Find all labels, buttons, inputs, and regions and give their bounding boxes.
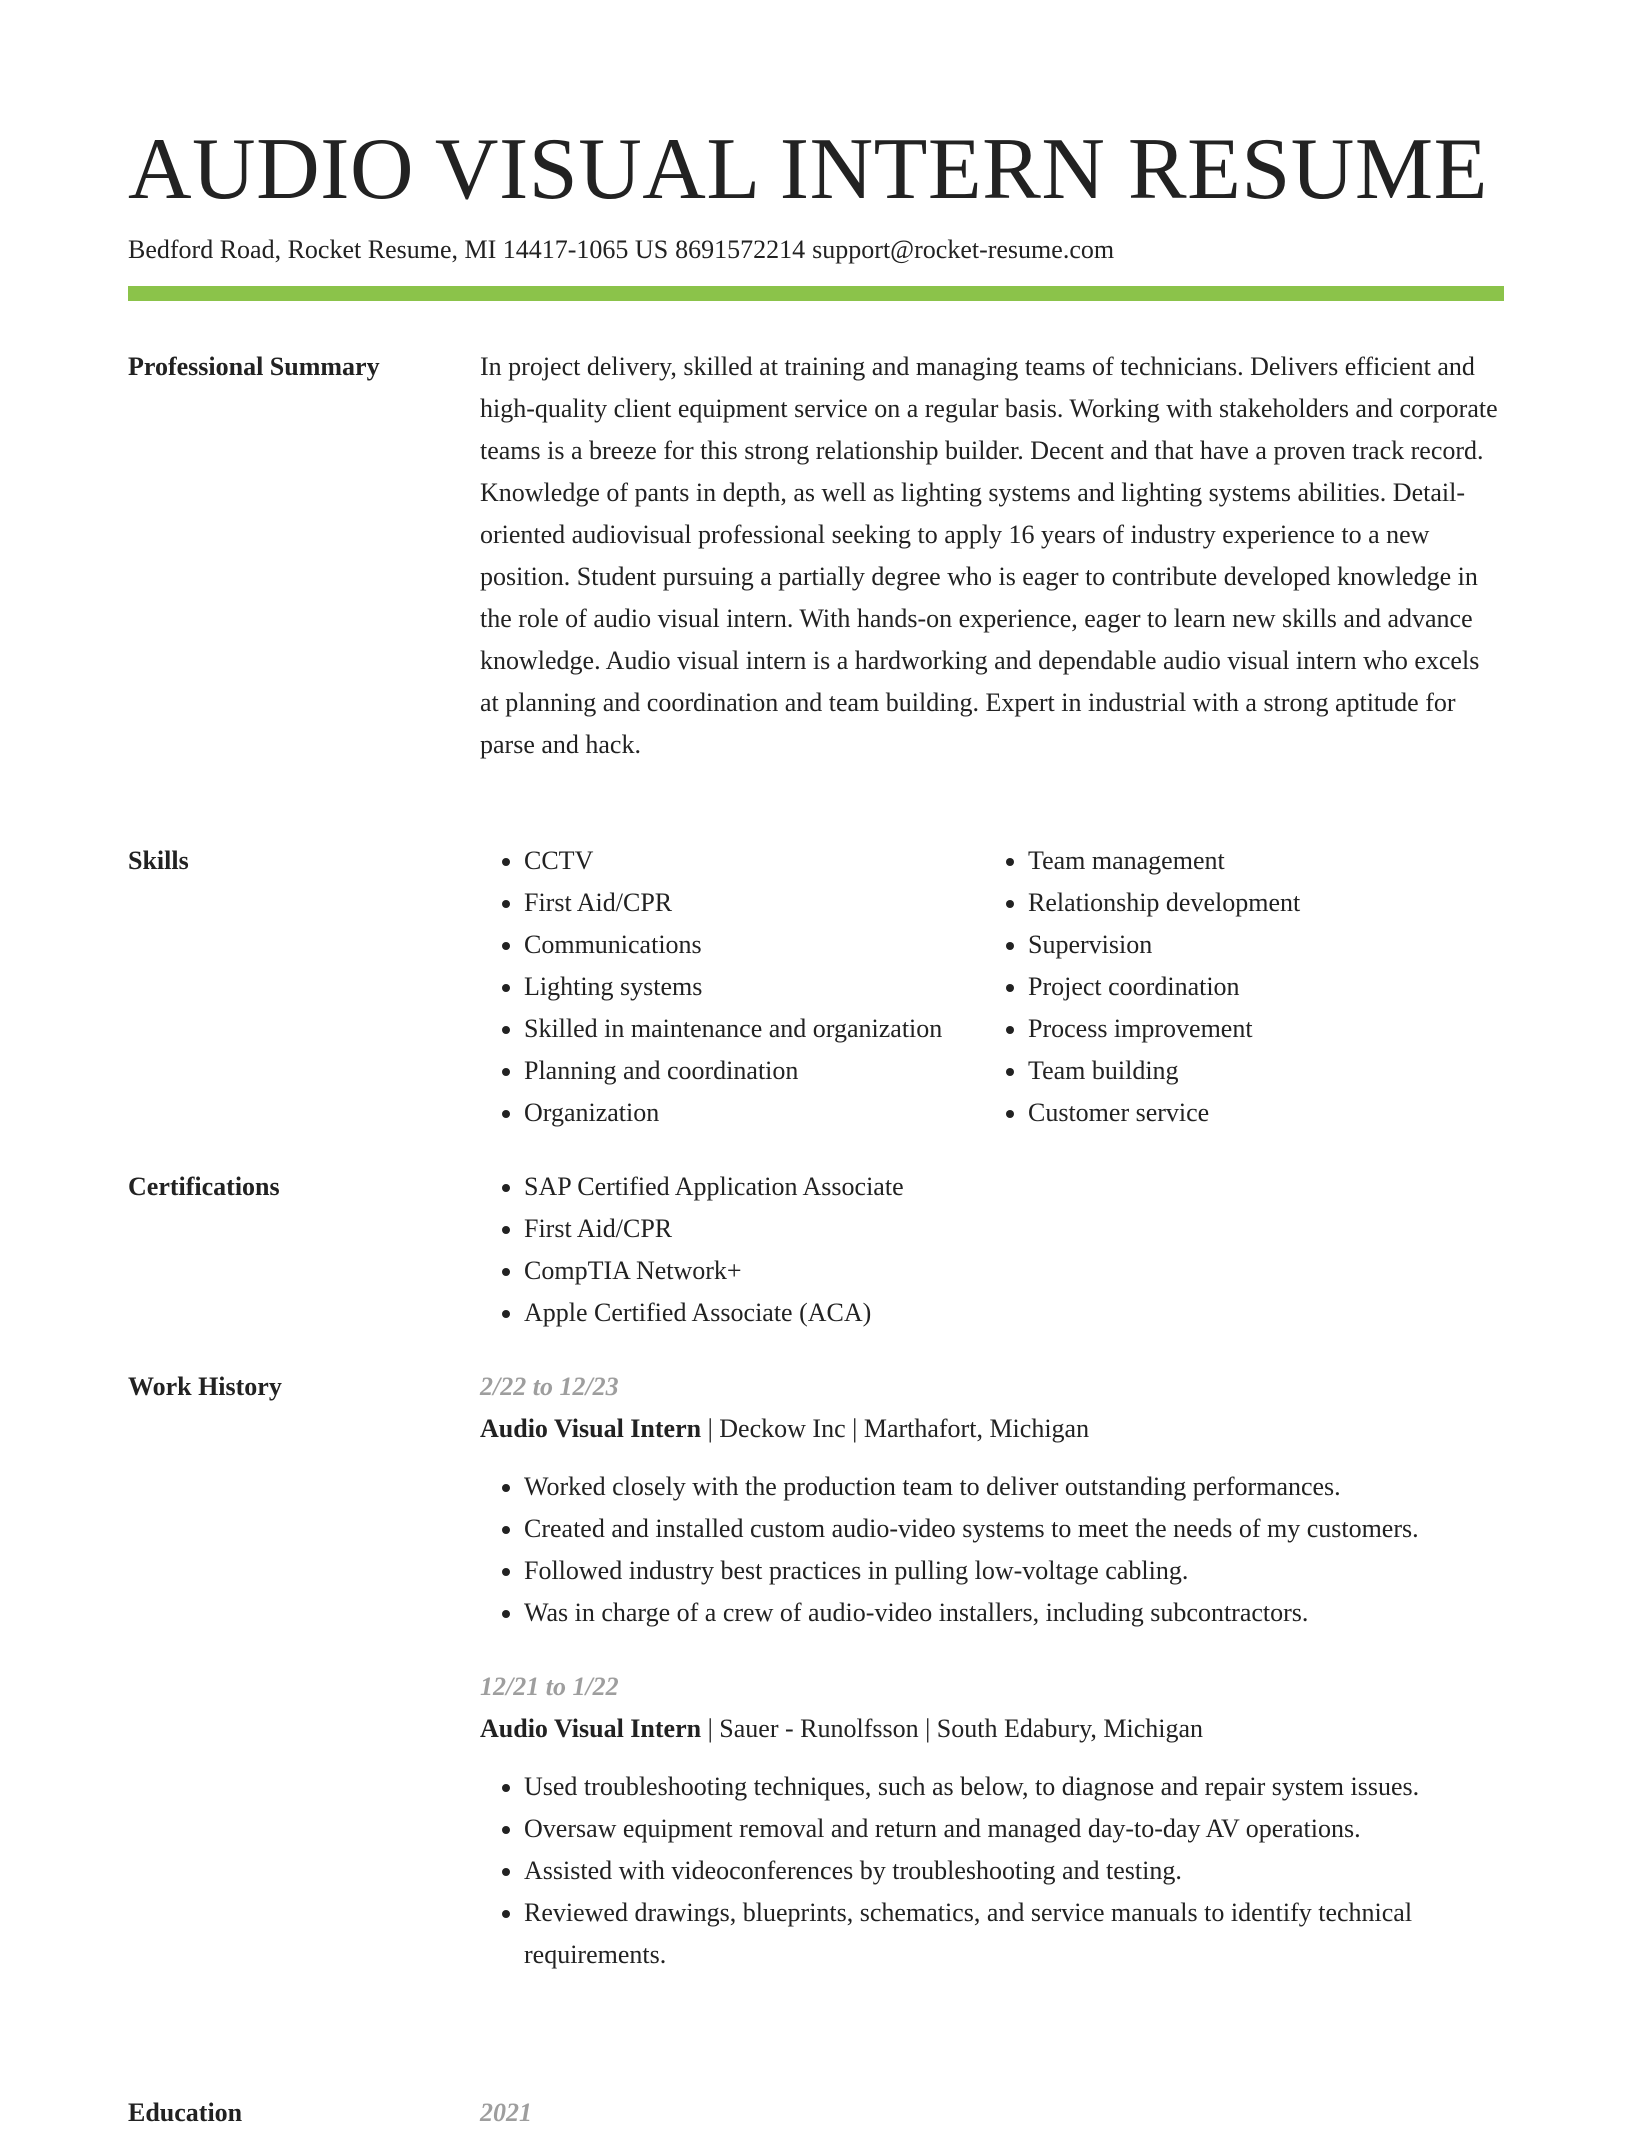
certification-item: • SAP Certified Application Associate [524, 1166, 1504, 1208]
education-body [480, 2092, 1504, 2134]
skill-item: • Customer service [1028, 1092, 1484, 1134]
skill-item: • First Aid/CPR [524, 882, 984, 924]
job-bullet: • Created and installed custom audio-video systems to meet the needs of my customers. [524, 1508, 1504, 1550]
job-employer-location: | Deckow Inc | Marthafort, Michigan [701, 1414, 1090, 1443]
contact-phone: 8691572214 [675, 235, 806, 264]
education-heading: Education [128, 2098, 243, 2127]
contact-email[interactable]: support@rocket-resume.com [812, 235, 1115, 264]
job-bullet: • Followed industry best practices in pulling low-voltage cabling. [524, 1550, 1504, 1592]
job-dates: 2/22 to 12/23 [480, 1372, 619, 1401]
skill-item: • Communications [524, 924, 984, 966]
certification-item: • First Aid/CPR [524, 1208, 1504, 1250]
job-bullet: • Was in charge of a crew of audio-video installers, including subcontractors. [524, 1592, 1504, 1634]
skill-item: • Skilled in maintenance and organization [524, 1008, 984, 1050]
certification-item: • Apple Certified Associate (ACA) [524, 1292, 1504, 1334]
summary-text: In project delivery, skilled at training and managing teams of technicians. Delivers efficient and high-quality client equipment service on a regular basis. Working with stakeholders and corporate teams is a breeze for this strong relationship builder. Decent and that have a proven track record. Knowledge of pants in depth, as well as lighting systems and lighting systems abilities. Detail-oriented audiovisual professional seeking to apply 16 years of industry experience to a new position. Student pursuing a partially degree who is eager to contribute developed knowledge in the role of audio visual intern. With hands-on experience, eager to learn new skills and advance knowledge. Audio visual intern is a hardworking and dependable audio visual intern who excels at planning and coordination and team building. Expert in industrial with a strong aptitude for parse and hack. [480, 352, 1498, 759]
work-history-heading: Work History [128, 1372, 282, 1401]
skill-item: • Lighting systems [524, 966, 984, 1008]
job-entry [480, 1366, 1504, 1634]
job-heading [480, 1408, 1504, 1450]
skill-item: • Team building [1028, 1050, 1484, 1092]
skill-item: • Team management [1028, 840, 1484, 882]
work-history-body [480, 1366, 1504, 1976]
job-heading [480, 1708, 1504, 1750]
job-bullet: • Used troubleshooting techniques, such as below, to diagnose and repair system issues. [524, 1766, 1504, 1808]
skill-item: • Planning and coordination [524, 1050, 984, 1092]
job-entry [480, 1666, 1504, 1976]
skill-item: • Organization [524, 1092, 984, 1134]
skills-column-1 [480, 840, 984, 1134]
job-bullet: • Assisted with videoconferences by troubleshooting and testing. [524, 1850, 1504, 1892]
skill-item: • Process improvement [1028, 1008, 1484, 1050]
summary-heading: Professional Summary [128, 352, 380, 381]
job-bullet: • Worked closely with the production team to deliver outstanding performances. [524, 1466, 1504, 1508]
skill-item: • Supervision [1028, 924, 1484, 966]
summary-body [480, 346, 1504, 766]
job-bullet: • Reviewed drawings, blueprints, schematics, and service manuals to identify technical requirements. [524, 1892, 1504, 1976]
certification-item: • CompTIA Network+ [524, 1250, 1504, 1292]
skills-body [480, 840, 1504, 1134]
contact-line [128, 232, 1114, 268]
skill-item: • Project coordination [1028, 966, 1484, 1008]
certifications-heading: Certifications [128, 1172, 280, 1201]
skill-item: • CCTV [524, 840, 984, 882]
job-title: Audio Visual Intern [480, 1414, 702, 1443]
skills-heading: Skills [128, 846, 189, 875]
skill-item: • Relationship development [1028, 882, 1484, 924]
header-divider [128, 286, 1504, 301]
job-title: Audio Visual Intern [480, 1714, 702, 1743]
job-employer-location: | Sauer - Runolfsson | South Edabury, Michigan [701, 1714, 1204, 1743]
education-date: 2021 [480, 2098, 532, 2127]
contact-address: Bedford Road, Rocket Resume, MI 14417-1065 US [128, 235, 669, 264]
job-dates: 12/21 to 1/22 [480, 1672, 619, 1701]
certifications-body [480, 1166, 1504, 1334]
skills-column-2 [984, 840, 1484, 1134]
resume-title: AUDIO VISUAL INTERN RESUME [128, 121, 1488, 218]
job-bullet: • Oversaw equipment removal and return and managed day-to-day AV operations. [524, 1808, 1504, 1850]
